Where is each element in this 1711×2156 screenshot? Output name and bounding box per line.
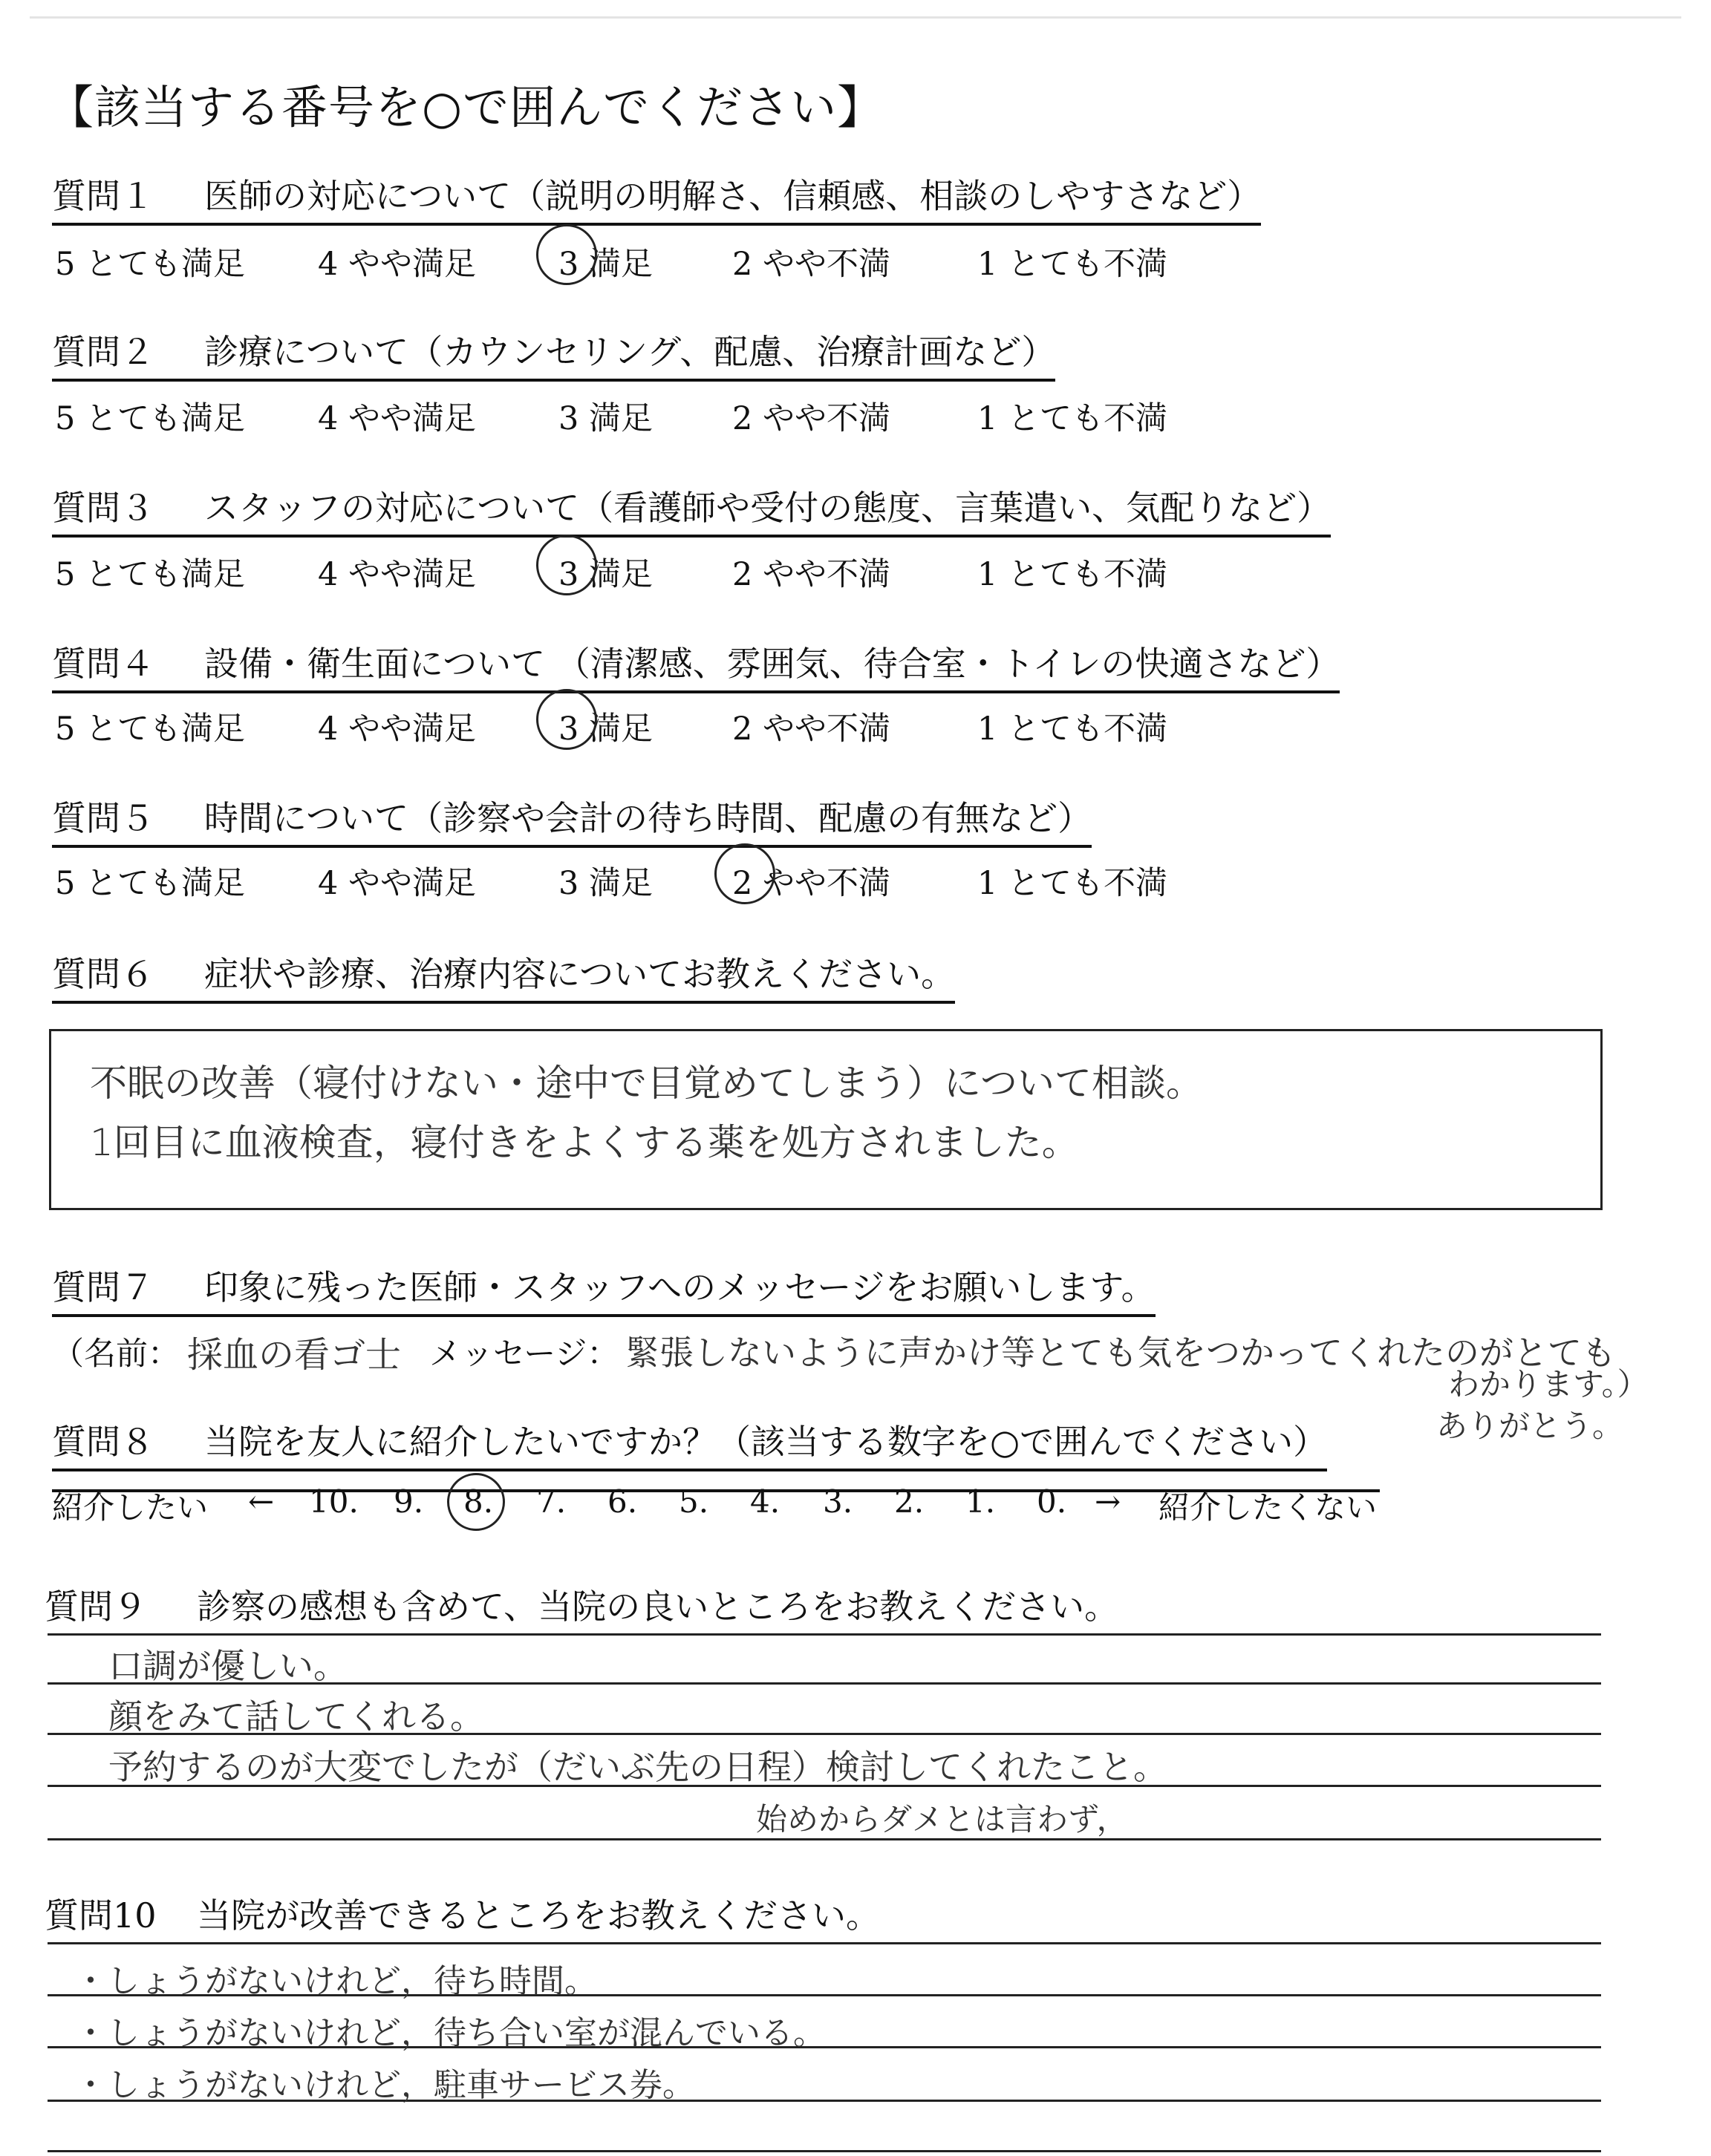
q9-answer-line-1[interactable]: 口調が優しい。: [108, 1646, 348, 1686]
question-2-number: 質問２: [52, 332, 154, 372]
q6-answer-box[interactable]: [49, 1029, 1603, 1210]
question-10-number: 質問10: [45, 1895, 157, 1936]
q2-option-3[interactable]: 3 満足: [558, 400, 654, 437]
q5-option-5[interactable]: 5 とても満足: [55, 865, 246, 902]
q1-option-1[interactable]: 1 とても不満: [977, 246, 1168, 283]
question-7: [52, 1261, 1156, 1317]
q3-option-5[interactable]: 5 とても満足: [55, 556, 246, 593]
q5-option-4[interactable]: 4 やや満足: [318, 865, 477, 902]
q8-scale-0[interactable]: 0.: [1037, 1483, 1067, 1520]
q5-selection-circle: [714, 843, 775, 904]
question-10-text: 当院が改善できるところをお教えください。: [197, 1895, 880, 1936]
question-5: [52, 791, 1092, 848]
q7-message-label: メッセージ：: [429, 1336, 619, 1373]
question-3: [52, 481, 1331, 538]
q4-selection-circle: [536, 689, 597, 750]
q7-name-label: （名前：: [52, 1336, 180, 1373]
q8-scale-8[interactable]: 8.: [463, 1483, 494, 1520]
q10-answer-line-2[interactable]: ・しょうがないけれど，待ち合い室が混んでいる。: [74, 2014, 826, 2052]
q7-message-line-1[interactable]: 緊張しないように声かけ等とても気をつかってくれたのがとても: [625, 1333, 1616, 1373]
q8-scale-4[interactable]: 4.: [750, 1483, 780, 1520]
q4-option-5[interactable]: 5 とても満足: [55, 710, 246, 748]
question-8: [52, 1415, 1327, 1471]
q3-option-2[interactable]: 2 やや不満: [732, 556, 891, 593]
question-10: [45, 1889, 880, 1942]
q9-answer-line-4[interactable]: 始めからダメとは言わず，: [756, 1801, 1128, 1838]
q8-scale-3[interactable]: 3.: [823, 1483, 853, 1520]
question-5-text: 時間について（診察や会計の待ち時間、配慮の有無など）: [204, 798, 1092, 838]
page-title: 【該当する番号を○で囲んでください】: [48, 80, 884, 134]
q3-option-1[interactable]: 1 とても不満: [977, 556, 1168, 593]
q2-option-4[interactable]: 4 やや満足: [318, 400, 477, 437]
q8-left-label: 紹介したい: [52, 1489, 209, 1526]
q2-option-5[interactable]: 5 とても満足: [55, 400, 246, 437]
question-9-text: 診察の感想も含めて、当院の良いところをお教えください。: [197, 1587, 1119, 1627]
question-1: [52, 169, 1261, 226]
q5-option-2[interactable]: 2 やや不満: [732, 865, 891, 902]
q8-right-arrow: →: [1095, 1483, 1121, 1520]
q8-scale-10[interactable]: 10.: [309, 1483, 359, 1520]
q10-rule-1: [48, 1942, 1601, 1944]
q4-option-2[interactable]: 2 やや不満: [732, 710, 891, 748]
q9-answer-line-2[interactable]: 顔をみて話してくれる。: [108, 1696, 484, 1737]
q8-scale-7[interactable]: 7.: [536, 1483, 567, 1520]
question-4-text: 設備・衛生面について （清潔感、雰囲気、待合室・トイレの快適さなど）: [204, 644, 1340, 684]
q1-option-2[interactable]: 2 やや不満: [732, 246, 891, 283]
question-6-number: 質問６: [52, 954, 154, 994]
question-6: [52, 947, 955, 1004]
question-5-number: 質問５: [52, 798, 154, 838]
question-6-text: 症状や診療、治療内容についてお教えください。: [204, 954, 956, 994]
q8-selection-circle: [447, 1473, 505, 1531]
q6-answer-line-2: 1回目に血液検査，寝付きをよくする薬を処方されました。: [90, 1121, 1079, 1164]
q1-selection-circle: [536, 224, 597, 285]
question-3-text: スタッフの対応について（看護師や受付の態度、言葉遣い、気配りなど）: [204, 488, 1332, 528]
q5-option-3[interactable]: 3 満足: [558, 865, 654, 902]
q2-option-1[interactable]: 1 とても不満: [977, 400, 1168, 437]
q8-right-label: 紹介したくない: [1158, 1489, 1378, 1526]
q3-option-4[interactable]: 4 やや満足: [318, 556, 477, 593]
q8-scale-1[interactable]: 1.: [965, 1483, 996, 1520]
question-1-text: 医師の対応について（説明の明解さ、信頼感、相談のしやすさなど）: [204, 176, 1262, 216]
q4-option-4[interactable]: 4 やや満足: [318, 710, 477, 748]
scan-top-edge: [30, 16, 1681, 19]
q8-scale-5[interactable]: 5.: [679, 1483, 709, 1520]
question-3-number: 質問３: [52, 488, 154, 528]
q9-answer-line-3[interactable]: 予約するのが大変でしたが（だいぶ先の日程）検討してくれたこと。: [108, 1747, 1167, 1787]
question-8-number: 質問８: [52, 1422, 154, 1462]
q4-option-1[interactable]: 1 とても不満: [977, 710, 1168, 748]
q10-answer-line-3[interactable]: ・しょうがないけれど，駐車サービス券。: [74, 2066, 695, 2104]
question-1-number: 質問１: [52, 176, 154, 216]
q7-message-line-3: ありがとう。: [1436, 1408, 1624, 1444]
question-7-text: 印象に残った医師・スタッフへのメッセージをお願いします。: [204, 1267, 1156, 1307]
q3-option-3[interactable]: 3 満足: [558, 556, 654, 593]
question-2: [52, 325, 1055, 382]
q2-option-2[interactable]: 2 やや不満: [732, 400, 891, 437]
q7-name-value[interactable]: 採血の看ゴ士: [187, 1334, 402, 1376]
q8-left-arrow: ←: [248, 1483, 275, 1520]
question-2-text: 診療について（カウンセリング、配慮、治療計画など）: [204, 332, 1056, 372]
q1-option-3[interactable]: 3 満足: [558, 246, 654, 283]
q8-scale-2[interactable]: 2.: [894, 1483, 925, 1520]
q9-rule-1: [48, 1633, 1601, 1636]
question-9: [45, 1580, 1118, 1633]
question-8-text: 当院を友人に紹介したいですか？（該当する数字を○で囲んでください）: [204, 1422, 1328, 1462]
question-9-number: 質問９: [45, 1587, 147, 1627]
q10-rule-5: [48, 2150, 1601, 2152]
question-4: [52, 637, 1340, 693]
q6-answer-line-1: 不眠の改善（寝付けない・途中で目覚めてしまう）について相談。: [90, 1062, 1203, 1105]
q10-answer-line-1[interactable]: ・しょうがないけれど，待ち時間。: [74, 1962, 597, 2000]
q4-option-3[interactable]: 3 満足: [558, 710, 654, 748]
q3-selection-circle: [536, 535, 597, 595]
q8-scale-6[interactable]: 6.: [607, 1483, 638, 1520]
q7-message-line-2: わかります。）: [1448, 1366, 1649, 1402]
q1-option-4[interactable]: 4 やや満足: [318, 246, 477, 283]
question-4-number: 質問４: [52, 644, 154, 684]
q1-option-5[interactable]: 5 とても満足: [55, 246, 246, 283]
q8-scale-9[interactable]: 9.: [394, 1483, 424, 1520]
question-7-number: 質問７: [52, 1267, 154, 1307]
q5-option-1[interactable]: 1 とても不満: [977, 865, 1168, 902]
